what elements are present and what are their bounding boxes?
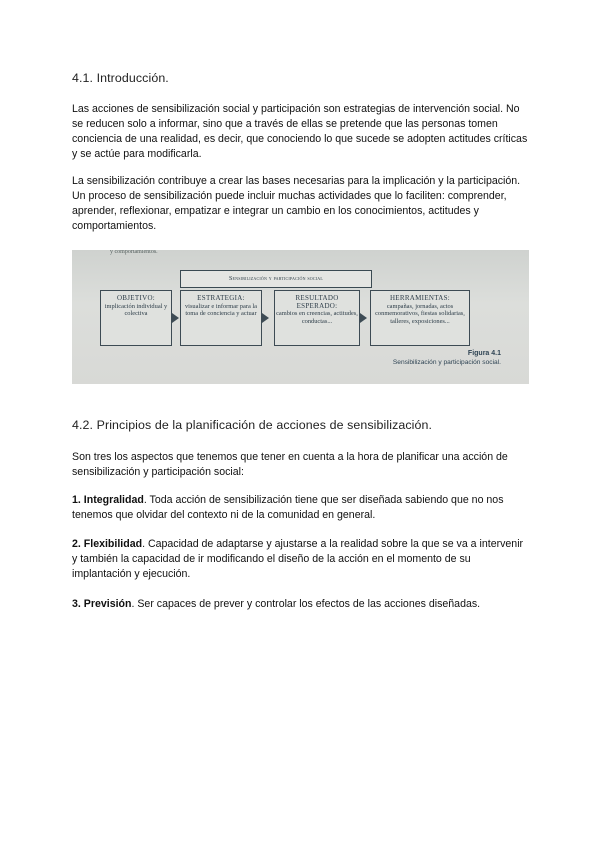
figure-caption — [393, 350, 501, 366]
principle-title: 1. Integralidad — [72, 494, 144, 506]
arrow-icon — [172, 313, 179, 323]
figure-box-body: implicación individual y colectiva — [104, 302, 168, 318]
principle-integralidad — [72, 493, 530, 523]
principles-intro: Son tres los aspectos que tenemos que tener en cuenta a la hora de planificar una acción de sensibilización y participación social: — [72, 451, 508, 478]
principle-text: . Capacidad de adaptarse y ajustarse a la realidad sobre la que se va a intervenir y también la capacidad de ir modificando el diseño de la acción en el momento de su implantación y ejecución. — [72, 538, 524, 580]
principle-title: 3. Previsión — [72, 598, 132, 610]
section-heading-principios: 4.2. Principios de la planificación de acciones de sensibilización. — [72, 418, 433, 432]
arrow-icon — [262, 313, 269, 323]
figure-box-body: visualizar e informar para la toma de conciencia y actuar — [184, 302, 258, 318]
principle-text: . Ser capaces de prever y controlar los efectos de las acciones diseñadas. — [131, 598, 481, 610]
figure-caption-number: Figura 4.1 — [467, 350, 501, 357]
figure-box-resultado — [274, 290, 360, 346]
figure-box-herramientas — [370, 290, 470, 346]
intro-paragraph-2: La sensibilización contribuye a crear las bases necesarias para la implicación y la participación. Un proceso de sensibilización puede incluir muchas actividades que lo faciliten: comprender, aprender, reflexionar, empatizar e integrar un cambio en los conocimientos, actitudes y comportamientos. — [72, 175, 521, 232]
figure-box-estrategia — [180, 290, 262, 346]
principle-flexibilidad — [72, 537, 530, 582]
figure-box-heading: OBJETIVO: — [116, 294, 156, 302]
figure-box-heading: ESTRATEGIA: — [197, 294, 245, 302]
intro-paragraph-1: Las acciones de sensibilización social y participación son estrategias de intervención social. No se reducen solo a informar, sino que a través de ellas se pretende que las personas tomen conciencia de una realidad, es decir, que conociendo lo que sucede se adopten actitudes críticas y se actúe para modificarla. — [72, 103, 528, 160]
principle-title: 2. Flexibilidad — [72, 538, 143, 550]
figure-box-body: campañas, jornadas, actos conmemorativos, fiestas solidarias, talleres, exposiciones... — [375, 302, 465, 325]
figure-top-fragment: y comportamientos. — [110, 250, 158, 255]
principle-text: . Toda acción de sensibilización tiene que ser diseñada sabiendo que no nos tenemos que olvidar del contexto ni de la comunidad en general. — [72, 494, 504, 521]
figure-caption-text: Sensibilización y participación social. — [392, 359, 501, 366]
figure-box-heading: RESULTADO ESPERADO: — [295, 294, 339, 310]
principle-prevision — [72, 597, 530, 612]
section-heading-introduccion: 4.1. Introducción. — [72, 71, 169, 85]
figure-sensibilizacion-diagram — [72, 250, 529, 384]
arrow-icon — [360, 313, 367, 323]
figure-box-body: cambios en creencias, actitudes, conductas... — [276, 310, 358, 325]
figure-box-heading: HERRAMIENTAS: — [389, 294, 451, 302]
figure-box-objetivo — [100, 290, 172, 346]
figure-title: Sensibilización y participación social — [180, 270, 372, 288]
